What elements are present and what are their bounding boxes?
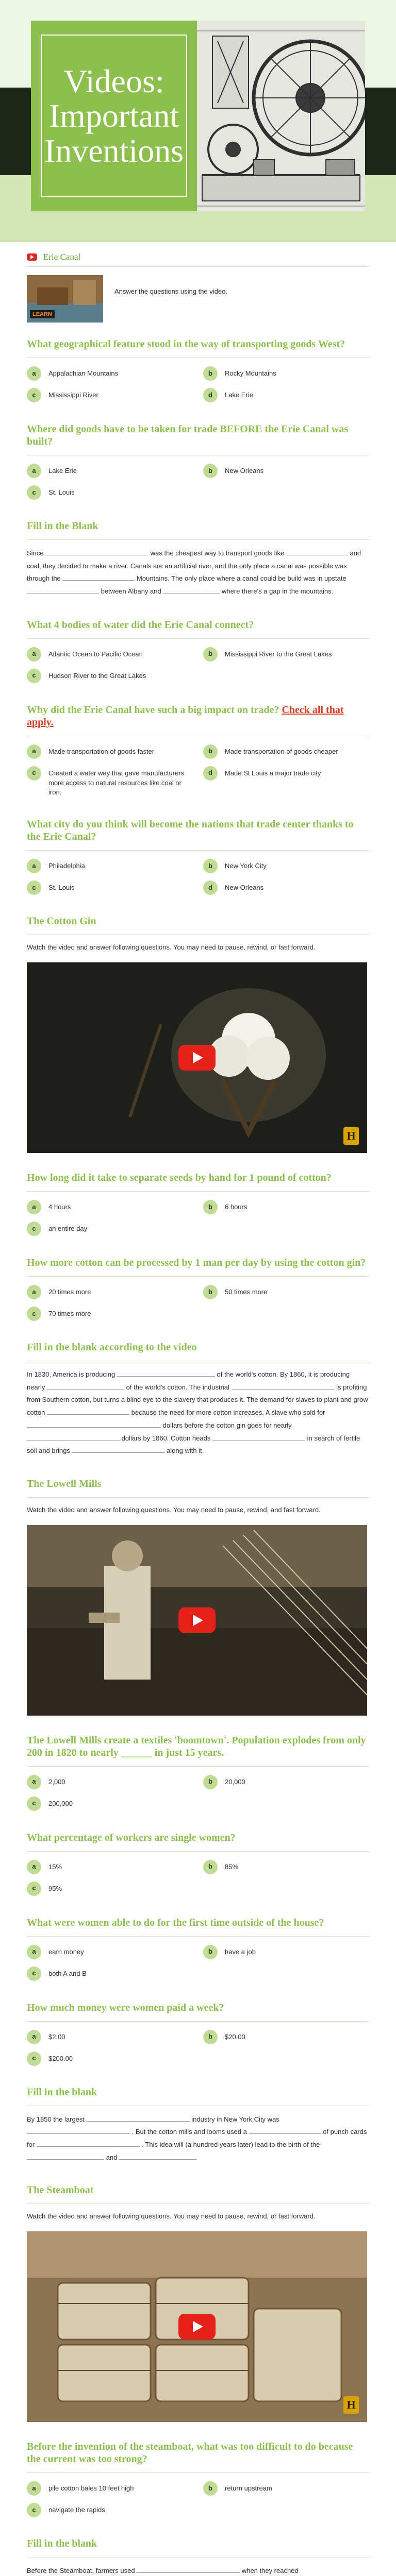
fill-in-blank-3 <box>27 2087 369 2164</box>
choice-letter: c <box>27 766 41 781</box>
choice-a[interactable] <box>27 1860 193 1874</box>
blank-field[interactable] <box>87 2114 190 2122</box>
choice-text: New Orleans <box>225 884 264 892</box>
choice-text: both A and B <box>48 1969 87 1977</box>
choice-b[interactable] <box>203 1775 369 1789</box>
question-2 <box>27 423 369 500</box>
question-title: The Lowell Mills create a textiles 'boomtown'. Population explodes from only 200 in 1820 to nearly ______ in just 15 years. <box>27 1734 369 1767</box>
fill-text: . This idea will (a hundred years later) lead to the birth of the <box>141 2141 320 2149</box>
choice-d[interactable] <box>203 880 369 895</box>
choice-a[interactable] <box>27 2481 193 2496</box>
fill-text: By 1850 the largest <box>27 2115 85 2123</box>
question-title: Before the invention of the steamboat, what was too difficult to do because the current was too strong? <box>27 2441 369 2473</box>
choice-text: Made transportation of goods faster <box>48 747 155 755</box>
choice-b[interactable] <box>203 1945 369 1959</box>
choice-c[interactable] <box>27 1797 193 1811</box>
choice-letter: c <box>27 1967 41 1981</box>
steamboat-video[interactable] <box>27 2231 367 2422</box>
blank-field[interactable] <box>137 2566 240 2573</box>
fill-text: In 1830, America is producing <box>27 1370 116 1379</box>
choice-letter: c <box>27 485 41 500</box>
choice-b[interactable] <box>203 464 369 478</box>
video-instruction: Answer the questions using the video. <box>114 287 227 295</box>
choice-b[interactable] <box>203 744 369 759</box>
choice-text: New York City <box>225 862 267 870</box>
choice-text: Lake Erie <box>225 391 253 399</box>
choice-letter: d <box>203 388 218 402</box>
choice-text: 20 times more <box>48 1288 91 1296</box>
choice-a[interactable] <box>27 366 193 381</box>
question-7 <box>27 1257 369 1321</box>
play-button[interactable] <box>178 1045 216 1071</box>
choice-text: $2.00 <box>48 2032 65 2041</box>
choice-text: Philadelphia <box>48 862 85 870</box>
section-title: The Lowell Mills <box>27 1478 369 1498</box>
fill-text: of the world's cotton. By 1860, it is producing nearly <box>27 1370 350 1391</box>
blank-field[interactable] <box>119 2153 196 2160</box>
question-title: What 4 bodies of water did the Erie Canal connect? <box>27 619 369 639</box>
choice-text: $20.00 <box>225 2032 245 2041</box>
fill-text: along with it. <box>167 1447 204 1455</box>
question-title: What city do you think will become the nations that trade center thanks to the Erie Canal? <box>27 818 369 851</box>
question-10 <box>27 1917 369 1981</box>
fill-in-blank-1 <box>27 520 369 598</box>
worksheet <box>0 247 396 2576</box>
choice-c[interactable] <box>27 485 193 500</box>
steamboat-section <box>27 2184 369 2422</box>
lowell-mills-section <box>27 1478 369 1716</box>
choice-letter: c <box>27 669 41 683</box>
choice-b[interactable] <box>203 366 369 381</box>
blank-field[interactable] <box>117 1369 215 1377</box>
choice-letter: c <box>27 1307 41 1321</box>
erie-canal-link[interactable]: Erie Canal <box>43 251 81 262</box>
choice-c[interactable] <box>27 388 193 402</box>
fill-text: when they reached <box>241 2567 299 2575</box>
question-3 <box>27 619 369 683</box>
choice-text: 2,000 <box>48 1777 65 1786</box>
blank-field[interactable] <box>27 2127 130 2134</box>
choice-letter: c <box>27 2503 41 2517</box>
fill-text: Since <box>27 549 44 557</box>
choice-d[interactable] <box>203 388 369 402</box>
question-6 <box>27 1172 369 1236</box>
blank-field[interactable] <box>45 548 148 555</box>
page-title: Videos: Important Inventions <box>44 63 184 169</box>
choice-text: Created a water way that gave manufacturers more access to natural resources like coal or iron. <box>48 769 185 796</box>
choice-text: St. Louis <box>48 884 75 892</box>
fill-text: dollars by 1860. Cotton heads <box>121 1434 211 1442</box>
blank-field[interactable] <box>27 1420 161 1428</box>
blank-field[interactable] <box>27 2153 104 2160</box>
choice-letter: d <box>203 766 218 781</box>
choice-letter: c <box>27 2052 41 2066</box>
choice-letter: b <box>203 464 218 478</box>
choice-a[interactable] <box>27 464 193 478</box>
choice-letter: b <box>203 1945 218 1959</box>
play-button[interactable] <box>178 2314 216 2340</box>
choice-letter: a <box>27 859 41 873</box>
fill-paragraph <box>27 547 369 598</box>
choice-letter: b <box>203 2030 218 2044</box>
check-all-emphasis: Check all that apply. <box>27 704 344 728</box>
choice-text: 200,000 <box>48 1799 73 1807</box>
blank-field[interactable] <box>232 1382 335 1389</box>
choice-letter: b <box>203 647 218 662</box>
choice-text: 95% <box>48 1884 62 1892</box>
choice-text: Mississippi River <box>48 391 98 399</box>
section-title: Fill in the blank <box>27 2538 369 2557</box>
header-banner <box>0 0 396 242</box>
fill-in-blank-2 <box>27 1342 369 1458</box>
fill-text: Before the Steamboat, farmers used <box>27 2567 135 2575</box>
play-button[interactable] <box>178 1607 216 1633</box>
choice-text: Rocky Mountains <box>225 369 276 377</box>
question-title: What were women able to do for the first time outside of the house? <box>27 1917 369 1937</box>
section-title: The Steamboat <box>27 2184 369 2204</box>
fill-text: . But the cotton mills and looms used a <box>131 2128 247 2136</box>
choice-c[interactable] <box>27 2052 193 2066</box>
choice-letter: b <box>203 1285 218 1299</box>
choice-text: earn money <box>48 1947 84 1956</box>
fill-text: and <box>106 2153 118 2161</box>
question-title <box>27 704 369 736</box>
section-instruction: Watch the video and answer following questions. You may need to pause, rewind, or fast forward. <box>27 2212 316 2221</box>
choice-letter: a <box>27 744 41 759</box>
question-title: Where did goods have to be taken for trade BEFORE the Erie Canal was built? <box>27 423 369 455</box>
question-11 <box>27 2002 369 2066</box>
choice-text: Lake Erie <box>48 467 77 474</box>
question-9 <box>27 1832 369 1896</box>
choice-letter: a <box>27 1285 41 1299</box>
choice-b[interactable] <box>203 1200 369 1214</box>
question-5 <box>27 818 369 895</box>
choice-d[interactable] <box>203 766 369 798</box>
fill-text: between Albany and <box>101 587 161 596</box>
choice-text: Appalachian Mountains <box>48 369 119 377</box>
choice-c[interactable] <box>27 1222 193 1236</box>
youtube-icon <box>27 253 37 261</box>
choice-b[interactable] <box>203 1285 369 1299</box>
fill-text: of the world's cotton. The industrial <box>126 1383 229 1391</box>
choice-text: Made St Louis a major trade city <box>225 769 321 777</box>
blank-field[interactable] <box>62 573 135 581</box>
blank-field[interactable] <box>47 1382 124 1389</box>
choice-letter: a <box>27 366 41 381</box>
choice-text: an entire day <box>48 1225 88 1233</box>
cotton-gin-video[interactable] <box>27 962 367 1153</box>
choice-b[interactable] <box>203 647 369 662</box>
choice-c[interactable] <box>27 766 193 798</box>
choice-letter: c <box>27 880 41 895</box>
fill-paragraph <box>27 2113 369 2164</box>
section-title: Fill in the Blank <box>27 520 369 540</box>
question-title-text: Why did the Erie Canal have such a big impact on trade? <box>27 704 279 716</box>
question-title: How long did it take to separate seeds by hand for 1 pound of cotton? <box>27 1172 369 1192</box>
choice-text: $200.00 <box>48 2054 73 2062</box>
choice-letter: a <box>27 1775 41 1789</box>
choice-text: have a job <box>225 1947 256 1956</box>
fill-text: where there's a gap in the mountains. <box>221 587 334 596</box>
choice-letter: b <box>203 366 218 381</box>
choice-text: Atlantic Ocean to Pacific Ocean <box>48 650 143 658</box>
source-row <box>27 247 369 267</box>
choice-letter: a <box>27 464 41 478</box>
choice-letter: c <box>27 1882 41 1896</box>
question-4 <box>27 704 369 798</box>
blank-field[interactable] <box>37 2140 140 2147</box>
choice-letter: c <box>27 1222 41 1236</box>
choice-c[interactable] <box>27 880 193 895</box>
fill-text: and coal, they decided to make a river. Canals are an artificial river, and the only place a canal was possible was through the <box>27 549 361 583</box>
choice-letter: a <box>27 1860 41 1874</box>
title-box <box>31 21 197 211</box>
choice-b[interactable] <box>203 859 369 873</box>
choice-a[interactable] <box>27 2030 193 2044</box>
choice-letter: c <box>27 388 41 402</box>
choice-letter: d <box>203 880 218 895</box>
choice-letter: b <box>203 1775 218 1789</box>
choice-a[interactable] <box>27 1285 193 1299</box>
choice-text: return upstream <box>225 2484 272 2493</box>
blank-field[interactable] <box>163 586 220 594</box>
choice-text: Mississippi River to the Great Lakes <box>225 650 332 658</box>
choice-letter: b <box>203 2481 218 2496</box>
choice-text: navigate the rapids <box>48 2506 105 2514</box>
choice-letter: a <box>27 1200 41 1214</box>
blank-field[interactable] <box>27 1433 120 1440</box>
choice-letter: b <box>203 1860 218 1874</box>
title-frame <box>41 35 187 197</box>
lowell-mills-video[interactable] <box>27 1525 367 1716</box>
question-12 <box>27 2441 369 2517</box>
choice-b[interactable] <box>203 2030 369 2044</box>
fill-paragraph <box>27 2565 369 2576</box>
question-title: What geographical feature stood in the way of transporting goods West? <box>27 338 369 358</box>
choice-letter: c <box>27 1797 41 1811</box>
section-title: Fill in the blank <box>27 2087 369 2106</box>
fill-text: of punch cards for <box>27 2128 367 2149</box>
choice-text: Hudson River to the Great Lakes <box>48 671 146 680</box>
question-title: How more cotton can be processed by 1 man per day by using the cotton gin? <box>27 1257 369 1277</box>
section-title: Fill in the blank according to the video <box>27 1342 369 1361</box>
history-channel-logo: H <box>343 1127 359 1145</box>
choice-text: 85% <box>225 1862 239 1871</box>
choice-letter: a <box>27 647 41 662</box>
fill-text: dollars before the cotton gin goes for nearly <box>162 1421 292 1429</box>
blank-field[interactable] <box>47 1408 129 1415</box>
choice-letter: b <box>203 744 218 759</box>
choice-text: 4 hours <box>48 1203 71 1211</box>
choice-a[interactable] <box>27 744 193 759</box>
choice-c[interactable] <box>27 1882 193 1896</box>
fill-text: was the cheapest way to transport goods like <box>150 549 285 557</box>
choice-text: 6 hours <box>225 1203 248 1211</box>
choice-text: St. Louis <box>48 488 75 496</box>
choice-letter: a <box>27 2030 41 2044</box>
history-channel-logo: H <box>343 2396 359 2414</box>
choice-text: Made transportation of goods cheaper <box>225 747 338 755</box>
fill-text: industry in New York City was <box>191 2115 279 2123</box>
choice-c[interactable] <box>27 669 193 683</box>
fill-text: Mountains. The only place where a canal could be build was in upstate <box>137 574 346 583</box>
blank-field[interactable] <box>286 548 348 555</box>
choice-a[interactable] <box>27 647 193 662</box>
choice-text: pile cotton bales 10 feet high <box>48 2484 134 2493</box>
blank-field[interactable] <box>249 2127 321 2134</box>
fill-in-blank-4 <box>27 2538 369 2576</box>
choice-letter: a <box>27 1945 41 1959</box>
question-8 <box>27 1734 369 1811</box>
fill-paragraph <box>27 1368 369 1458</box>
choice-a[interactable] <box>27 859 193 873</box>
choice-a[interactable] <box>27 1945 193 1959</box>
choice-text: 70 times more <box>48 1310 91 1318</box>
section-instruction: Watch the video and answer following questions. You may need to pause, rewind, or fast forward. <box>27 943 316 952</box>
section-instruction: Watch the video and answer following questions. You may need to pause, rewind, and fast forward. <box>27 1505 321 1514</box>
blank-field[interactable] <box>72 1446 164 1453</box>
choice-c[interactable] <box>27 2503 193 2517</box>
choice-text: 20,000 <box>225 1777 245 1786</box>
fill-text: is profiting from Southern cotton, but turns a blind eye to the slavery that produces it. The demand for slaves to plant and grow cotton <box>27 1383 368 1417</box>
choice-text: 15% <box>48 1862 62 1871</box>
question-1 <box>27 338 369 402</box>
intro-video-row <box>27 267 369 338</box>
section-title: The Cotton Gin <box>27 916 369 935</box>
choice-letter: a <box>27 2481 41 2496</box>
fill-text: in search of fertile soil and brings <box>27 1434 360 1455</box>
choice-letter: b <box>203 859 218 873</box>
choice-b[interactable] <box>203 1860 369 1874</box>
blank-field[interactable] <box>27 586 99 594</box>
choice-c[interactable] <box>27 1967 193 1981</box>
learn-badge: LEARN <box>30 310 55 318</box>
question-title: What percentage of workers are single women? <box>27 1832 369 1852</box>
choice-text: 50 times more <box>225 1288 268 1296</box>
cotton-gin-section <box>27 916 369 1153</box>
choice-a[interactable] <box>27 1775 193 1789</box>
choice-text: New Orleans <box>225 467 264 474</box>
choice-c[interactable] <box>27 1307 193 1321</box>
blank-field[interactable] <box>212 1433 305 1440</box>
machinery-engraving-image <box>197 21 365 211</box>
choice-b[interactable] <box>203 2481 369 2496</box>
erie-canal-video-thumbnail[interactable] <box>27 275 103 323</box>
choice-a[interactable] <box>27 1200 193 1214</box>
fill-text: because the need for more cotton increases. A slave who sold for <box>131 1409 325 1417</box>
choice-letter: b <box>203 1200 218 1214</box>
question-title: How much money were women paid a week? <box>27 2002 369 2022</box>
